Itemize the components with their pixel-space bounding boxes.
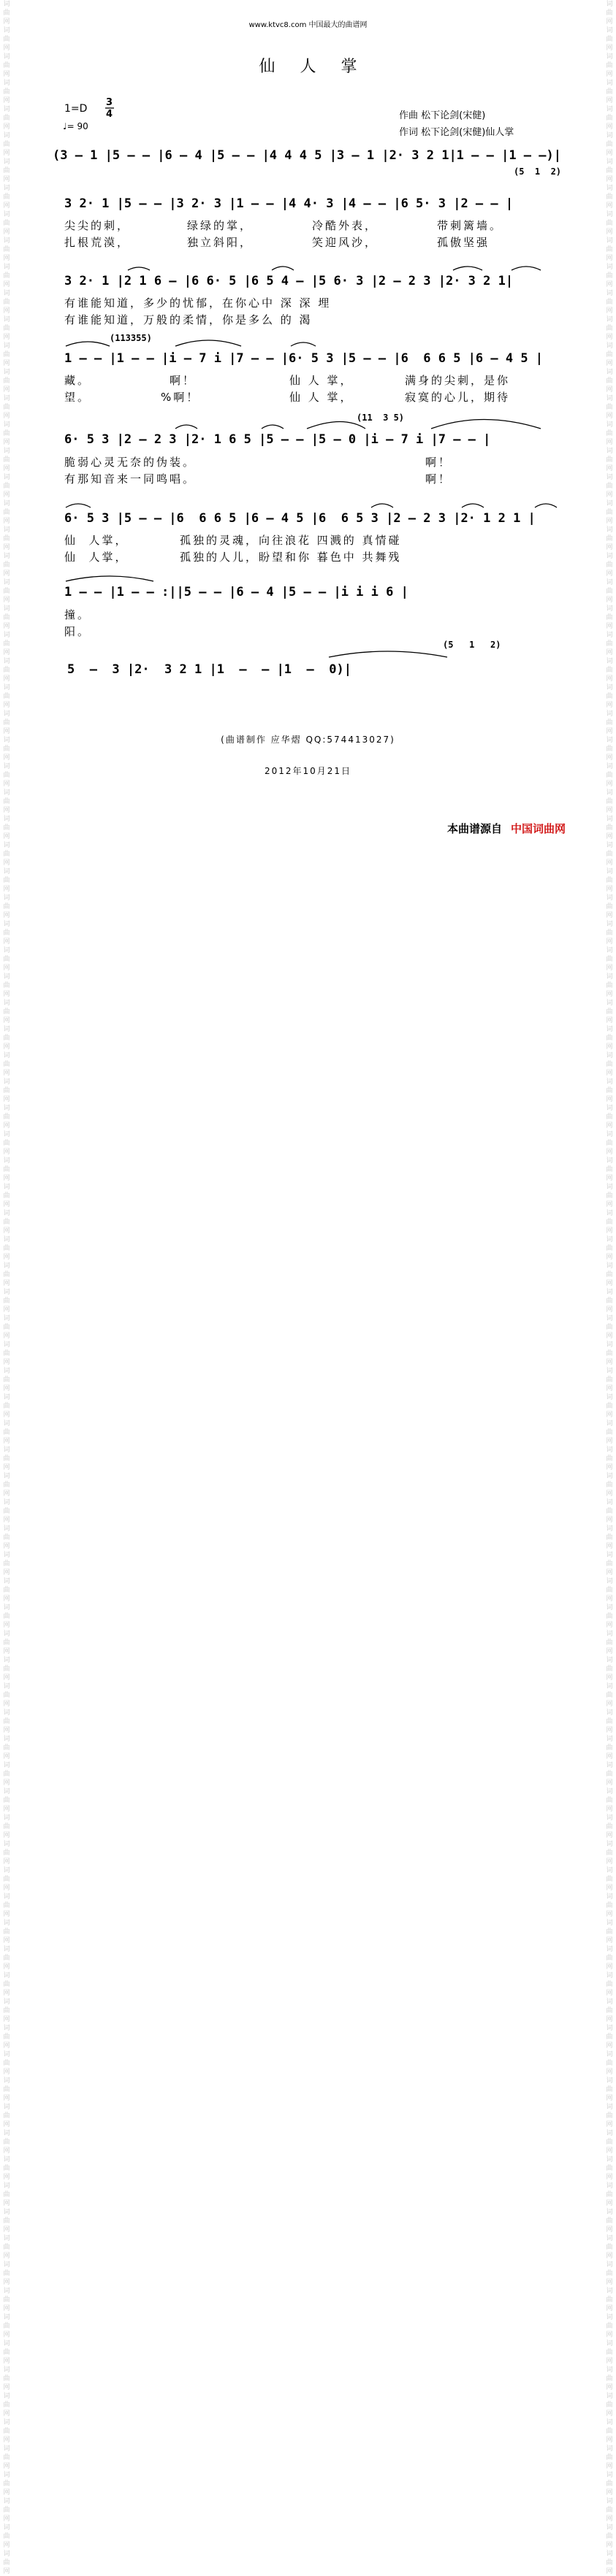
footer-credit: (曲谱制作 应华熠 QQ:574413027): [221, 735, 395, 745]
slur: [128, 267, 150, 270]
watermark-glyph: 词曲网: [606, 2182, 613, 2207]
slur: [175, 425, 197, 429]
source-site-link[interactable]: 中国词曲网: [511, 822, 566, 835]
watermark-glyph: 词曲网: [606, 1709, 613, 1734]
watermark-glyph: 词曲网: [3, 1341, 10, 1366]
watermark-glyph: 词曲网: [3, 1998, 10, 2023]
watermark-glyph: 词曲网: [3, 2209, 10, 2234]
watermark-glyph: 词曲网: [606, 1814, 613, 1839]
lyric-text: 有谁能知道，多少的忧郁，在你心中 深 深 埋: [64, 296, 332, 310]
watermark-glyph: 词曲网: [606, 2051, 613, 2076]
lyric-text: 有那知音来一同鸣唱。: [64, 472, 197, 486]
watermark-glyph: 词曲网: [606, 80, 613, 104]
watermark-glyph: 词曲网: [3, 1920, 10, 1944]
site-header[interactable]: www.ktvc8.com 中国最大的曲谱网: [248, 21, 368, 29]
watermark-glyph: 词曲网: [606, 185, 613, 210]
watermark-glyph: 词曲网: [3, 526, 10, 551]
lyric-text: 撞。: [64, 608, 91, 621]
watermark-glyph: 词曲网: [3, 448, 10, 472]
watermark-glyph: 词曲网: [3, 2104, 10, 2128]
watermark-glyph: 词曲网: [3, 1210, 10, 1235]
slur: [431, 420, 541, 429]
watermark-glyph: 词曲网: [3, 1052, 10, 1077]
lyric-text: 啊！: [425, 472, 452, 486]
watermark-glyph: 词曲网: [606, 2472, 613, 2496]
watermark-glyph: 词曲网: [3, 1078, 10, 1103]
watermark-glyph: 词曲网: [606, 1998, 613, 2023]
watermark-glyph: 词曲网: [606, 868, 613, 893]
watermark-glyph: 词曲网: [606, 1604, 613, 1629]
watermark-glyph: 词曲网: [3, 1525, 10, 1550]
watermark-glyph: 词曲网: [606, 211, 613, 236]
watermark-glyph: 词曲网: [3, 1709, 10, 1734]
watermark-glyph: 词曲网: [606, 789, 613, 814]
watermark-glyph: 词曲网: [606, 710, 613, 735]
watermark-glyph: 词曲网: [606, 1289, 613, 1314]
notation-text: (5 1 2): [443, 640, 501, 650]
watermark-glyph: 词曲网: [606, 132, 613, 157]
watermark-glyph: 词曲网: [606, 763, 613, 788]
watermark-glyph: 词曲网: [606, 1788, 613, 1813]
lyric-text: 望。: [64, 391, 91, 404]
watermark-glyph: 词曲网: [606, 1867, 613, 1892]
lyric-text: 仙 人掌，: [64, 534, 129, 547]
watermark-glyph: 词曲网: [3, 1105, 10, 1130]
source-label: 本曲谱源自: [447, 822, 503, 835]
watermark-glyph: 词曲网: [3, 1972, 10, 1997]
watermark-glyph: 词曲网: [3, 632, 10, 656]
watermark-glyph: 词曲网: [606, 842, 613, 867]
watermark-glyph: 词曲网: [606, 1157, 613, 1182]
watermark-glyph: 词曲网: [606, 1946, 613, 1971]
watermark-glyph: 词曲网: [3, 1236, 10, 1261]
lyric-text: 有谁能知道，万般的柔情，你是多么 的 渴: [64, 313, 313, 326]
watermark-glyph: 词曲网: [3, 237, 10, 262]
watermark-glyph: 词曲网: [3, 53, 10, 78]
watermark-glyph: 词曲网: [3, 2419, 10, 2444]
watermark-glyph: 词曲网: [3, 264, 10, 288]
watermark-glyph: 词曲网: [606, 1683, 613, 1708]
notation-text: 3 2· 1 |5 – – |3 2· 3 |1 – – |4 4· 3 |4 – – |6 5· 3 |2 – – |: [64, 196, 514, 211]
watermark-glyph: 词曲网: [3, 421, 10, 446]
watermark-glyph: 词曲网: [3, 842, 10, 867]
notation-text: 6· 5 3 |2 – 2 3 |2· 1 6 5 |5 – – |5 – 0 |i – 7 i |7 – – |: [64, 432, 491, 447]
tempo-marking: ♩= 90: [63, 121, 88, 131]
watermark-glyph: 词曲网: [3, 1867, 10, 1892]
lyric-text: 仙 人 掌，: [289, 374, 354, 387]
watermark-glyph: 词曲网: [606, 553, 613, 578]
watermark-glyph: 词曲网: [606, 53, 613, 78]
watermark-glyph: 词曲网: [606, 1131, 613, 1156]
composer-credit: 作曲 松下论剑(宋健): [399, 110, 486, 121]
watermark-glyph: 词曲网: [3, 1473, 10, 1498]
watermark-glyph: 词曲网: [3, 2025, 10, 2050]
watermark-glyph: 词曲网: [3, 1131, 10, 1156]
watermark-glyph: 词曲网: [606, 1394, 613, 1419]
watermark-glyph: 词曲网: [3, 1026, 10, 1051]
watermark-glyph: 词曲网: [606, 1078, 613, 1103]
slur: [66, 342, 110, 346]
watermark-glyph: 词曲网: [606, 2524, 613, 2549]
watermark-glyph: 词曲网: [606, 605, 613, 630]
lyric-text: 尖尖的刺，: [64, 219, 131, 232]
watermark-glyph: 词曲网: [3, 737, 10, 762]
footer-date: 2012年10月21日: [264, 766, 352, 776]
lyric-text: 藏。: [64, 374, 91, 387]
watermark-glyph: 词曲网: [3, 1446, 10, 1471]
watermark-glyph: 词曲网: [3, 1762, 10, 1787]
lyric-text: 扎根荒漠，: [64, 236, 131, 249]
watermark-glyph: 词曲网: [3, 1289, 10, 1314]
watermark-glyph: 词曲网: [606, 1972, 613, 1997]
time-signature-bottom: 4: [106, 109, 113, 120]
watermark-glyph: 词曲网: [3, 185, 10, 210]
slur: [66, 504, 91, 507]
watermark-glyph: 词曲网: [3, 2445, 10, 2470]
slur: [66, 576, 153, 581]
watermark-glyph: 词曲网: [606, 684, 613, 709]
watermark-glyph: 词曲网: [606, 2498, 613, 2523]
watermark-glyph: 词曲网: [3, 1368, 10, 1392]
watermark-glyph: 词曲网: [3, 710, 10, 735]
watermark-glyph: 词曲网: [3, 2498, 10, 2523]
watermark-glyph: 词曲网: [606, 2340, 613, 2365]
watermark-glyph: 词曲网: [3, 1499, 10, 1524]
slur: [175, 340, 241, 346]
watermark-glyph: 词曲网: [3, 1420, 10, 1445]
watermark-glyph: 词曲网: [3, 789, 10, 814]
watermark-glyph: 词曲网: [3, 1552, 10, 1576]
notation-text: 6· 5 3 |5 – – |6 6 6 5 |6 – 4 5 |6 6 5 3 |2 – 2 3 |2· 1 2 1 |: [64, 511, 536, 526]
watermark-glyph: 词曲网: [3, 500, 10, 525]
slur: [453, 267, 482, 270]
notation-text: (11 3 5): [357, 413, 405, 423]
watermark-glyph: 词曲网: [606, 369, 613, 394]
watermark-glyph: 词曲网: [3, 2340, 10, 2365]
watermark-glyph: 词曲网: [3, 1262, 10, 1287]
watermark-glyph: 词曲网: [606, 1657, 613, 1682]
watermark-glyph: 词曲网: [3, 1736, 10, 1760]
source-note: [447, 821, 566, 836]
watermark-glyph: 词曲网: [606, 2209, 613, 2234]
watermark-glyph: 词曲网: [3, 80, 10, 104]
watermark-glyph: 词曲网: [3, 658, 10, 683]
watermark-glyph: 词曲网: [3, 1394, 10, 1419]
watermark-glyph: 词曲网: [3, 2182, 10, 2207]
watermark-glyph: 词曲网: [606, 2156, 613, 2181]
watermark-glyph: 词曲网: [606, 2261, 613, 2286]
watermark-glyph: 词曲网: [3, 1000, 10, 1024]
watermark-glyph: 词曲网: [3, 763, 10, 788]
watermark-glyph: 词曲网: [3, 2314, 10, 2339]
watermark-glyph: 词曲网: [3, 1184, 10, 1208]
lyric-text: 阳。: [64, 625, 91, 638]
watermark-glyph: 词曲网: [3, 1, 10, 26]
watermark-glyph: 词曲网: [3, 1604, 10, 1629]
slur: [262, 425, 284, 429]
watermark-glyph: 词曲网: [606, 894, 613, 919]
watermark-glyph: 词曲网: [606, 2550, 613, 2575]
watermark-glyph: 词曲网: [3, 2261, 10, 2286]
watermark-glyph: 词曲网: [606, 474, 613, 499]
watermark-glyph: 词曲网: [3, 973, 10, 998]
lyric-text: 绿绿的掌，: [187, 219, 254, 232]
watermark-glyph: 词曲网: [606, 421, 613, 446]
lyric-text: 满身的尖刺，是你: [405, 374, 511, 387]
key-signature: 1=D: [64, 103, 88, 115]
watermark-glyph: 词曲网: [606, 1026, 613, 1051]
watermark-glyph: 词曲网: [606, 290, 613, 315]
watermark-glyph: 词曲网: [606, 2419, 613, 2444]
lyric-text: 带刺篱墙。: [437, 219, 503, 232]
score-marks: [0, 0, 616, 856]
watermark-glyph: 词曲网: [3, 1893, 10, 1918]
watermark-glyph: 词曲网: [606, 395, 613, 420]
watermark-glyph: 词曲网: [3, 474, 10, 499]
watermark-glyph: 词曲网: [606, 27, 613, 52]
watermark-glyph: 词曲网: [606, 526, 613, 551]
watermark-glyph: 词曲网: [606, 2314, 613, 2339]
watermark-glyph: 词曲网: [606, 2130, 613, 2155]
watermark-glyph: 词曲网: [606, 1368, 613, 1392]
slur: [371, 504, 393, 507]
slur: [535, 504, 557, 507]
watermark-glyph: 词曲网: [606, 342, 613, 367]
time-signature-top: 3: [106, 97, 113, 108]
watermark-glyph: 词曲网: [606, 1630, 613, 1655]
slur: [512, 267, 541, 270]
watermark-glyph: 词曲网: [606, 1552, 613, 1576]
watermark-glyph: 词曲网: [606, 1893, 613, 1918]
watermark-glyph: 词曲网: [606, 1762, 613, 1787]
watermark-glyph: 词曲网: [3, 1578, 10, 1603]
watermark-glyph: 词曲网: [606, 2104, 613, 2128]
watermark-glyph: 词曲网: [3, 395, 10, 420]
slur: [307, 422, 365, 429]
watermark-glyph: 词曲网: [3, 2472, 10, 2496]
watermark-glyph: 词曲网: [606, 2077, 613, 2102]
slur: [462, 504, 484, 507]
watermark-glyph: 词曲网: [606, 1578, 613, 1603]
lyric-text: 脆弱心灵无奈的伪装。: [64, 456, 197, 469]
notation-text: (113355): [110, 333, 152, 343]
watermark-glyph: 词曲网: [3, 2235, 10, 2260]
watermark-glyph: 词曲网: [3, 868, 10, 893]
lyric-text: 孤傲坚强: [437, 236, 490, 249]
watermark-glyph: 词曲网: [3, 27, 10, 52]
watermark-glyph: 词曲网: [606, 2288, 613, 2312]
watermark-glyph: 词曲网: [3, 369, 10, 394]
watermark-glyph: 词曲网: [606, 2235, 613, 2260]
watermark-glyph: 词曲网: [606, 1052, 613, 1077]
watermark-glyph: 词曲网: [606, 1499, 613, 1524]
watermark-glyph: 词曲网: [606, 1841, 613, 1866]
watermark-glyph: 词曲网: [3, 2156, 10, 2181]
watermark-glyph: 词曲网: [606, 632, 613, 656]
watermark-glyph: 词曲网: [606, 1341, 613, 1366]
lyric-text: 仙 人 掌，: [289, 391, 354, 404]
lyric-text: 仙 人掌，: [64, 551, 129, 564]
watermark-glyph: 词曲网: [606, 1525, 613, 1550]
watermark-glyph: 词曲网: [3, 2051, 10, 2076]
watermark-glyph: 词曲网: [3, 2130, 10, 2155]
notation-text: 1 – – |1 – – |i – 7 i |7 – – |6· 5 3 |5 – – |6 6 6 5 |6 – 4 5 |: [64, 351, 544, 366]
lyric-text: 啊！: [425, 456, 452, 469]
watermark-glyph: 词曲网: [606, 2445, 613, 2470]
notation-text: (3 – 1 |5 – – |6 – 4 |5 – – |4 4 4 5 |3 – 1 |2· 3 2 1|1 – – |1 – –)|: [53, 148, 561, 163]
watermark-glyph: 词曲网: [3, 1315, 10, 1340]
watermark-glyph: 词曲网: [3, 2077, 10, 2102]
watermark-glyph: 词曲网: [3, 947, 10, 972]
lyric-text: 冷酷外表，: [312, 219, 379, 232]
lyric-text: 独立斜阳，: [187, 236, 254, 249]
watermark-glyph: 词曲网: [606, 2393, 613, 2418]
watermark-glyph: 词曲网: [606, 1184, 613, 1208]
watermark-glyph: 词曲网: [3, 2366, 10, 2391]
watermark-glyph: 词曲网: [606, 106, 613, 131]
notation-text: 5 – 3 |2· 3 2 1 |1 – – |1 – 0)|: [67, 662, 351, 677]
watermark-glyph: 词曲网: [3, 2524, 10, 2549]
watermark-glyph: 词曲网: [606, 1473, 613, 1498]
watermark-glyph: 词曲网: [3, 894, 10, 919]
watermark-glyph: 词曲网: [606, 921, 613, 946]
notation-text: 1 – – |1 – – :||5 – – |6 – 4 |5 – – |i i i 6 |: [64, 585, 408, 599]
watermark-glyph: 词曲网: [3, 1788, 10, 1813]
watermark-glyph: 词曲网: [606, 237, 613, 262]
watermark-glyph: 词曲网: [3, 316, 10, 341]
lyric-text: 孤独的灵魂，向往浪花 四溅的 真情碰: [180, 534, 402, 547]
watermark-glyph: 词曲网: [606, 264, 613, 288]
watermark-glyph: 词曲网: [3, 921, 10, 946]
watermark-glyph: 词曲网: [3, 158, 10, 183]
watermark-glyph: 词曲网: [3, 1946, 10, 1971]
watermark-glyph: 词曲网: [3, 2393, 10, 2418]
notation-text: (5 1 2): [514, 166, 562, 177]
watermark-glyph: 词曲网: [3, 2550, 10, 2575]
watermark-glyph: 词曲网: [606, 500, 613, 525]
slur: [291, 342, 316, 346]
watermark-glyph: 词曲网: [606, 947, 613, 972]
watermark-glyph: 词曲网: [606, 2366, 613, 2391]
lyric-text: 笑迎风沙，: [312, 236, 379, 249]
watermark-glyph: 词曲网: [606, 973, 613, 998]
watermark-glyph: 词曲网: [3, 579, 10, 604]
watermark-glyph: 词曲网: [3, 1630, 10, 1655]
watermark-glyph: 词曲网: [606, 316, 613, 341]
watermark-glyph: 词曲网: [3, 211, 10, 236]
watermark-glyph: 词曲网: [3, 684, 10, 709]
watermark-glyph: 词曲网: [606, 1262, 613, 1287]
watermark-glyph: 词曲网: [3, 605, 10, 630]
watermark-glyph: 词曲网: [3, 132, 10, 157]
watermark-glyph: 词曲网: [3, 342, 10, 367]
watermark-glyph: 词曲网: [606, 579, 613, 604]
watermark-glyph: 词曲网: [606, 1920, 613, 1944]
slur: [329, 651, 447, 657]
watermark-glyph: 词曲网: [606, 158, 613, 183]
watermark-glyph: 词曲网: [606, 1315, 613, 1340]
lyric-text: %啊！: [161, 391, 200, 404]
watermark-glyph: 词曲网: [606, 816, 613, 840]
watermark-glyph: 词曲网: [606, 737, 613, 762]
watermark-glyph: 词曲网: [3, 1814, 10, 1839]
notation-text: 3 2· 1 |2 1 6 – |6 6· 5 |6 5 4 – |5 6· 3 |2 – 2 3 |2· 3 2 1|: [64, 274, 514, 288]
lyric-text: 啊！: [170, 374, 197, 387]
watermark-glyph: 词曲网: [3, 1157, 10, 1182]
watermark-glyph: 词曲网: [606, 1, 613, 26]
watermark-glyph: 词曲网: [606, 1210, 613, 1235]
watermark-glyph: 词曲网: [3, 2288, 10, 2312]
lyricist-credit: 作词 松下论剑(宋健)仙人掌: [399, 127, 514, 138]
watermark-glyph: 词曲网: [606, 2025, 613, 2050]
watermark-glyph: 词曲网: [606, 1236, 613, 1261]
watermark-glyph: 词曲网: [606, 1736, 613, 1760]
watermark-glyph: 词曲网: [3, 1657, 10, 1682]
watermark-glyph: 词曲网: [606, 658, 613, 683]
slur: [272, 267, 294, 270]
song-title: 仙人掌: [259, 58, 382, 76]
lyric-text: 寂寞的心儿，期待: [405, 391, 511, 404]
watermark-glyph: 词曲网: [606, 1105, 613, 1130]
watermark-glyph: 词曲网: [3, 290, 10, 315]
watermark-glyph: 词曲网: [3, 553, 10, 578]
watermark-glyph: 词曲网: [3, 1841, 10, 1866]
lyric-text: 孤独的人儿，盼望和你 暮色中 共舞残: [180, 551, 402, 564]
watermark-glyph: 词曲网: [606, 1000, 613, 1024]
watermark-glyph: 词曲网: [3, 816, 10, 840]
watermark-glyph: 词曲网: [606, 1420, 613, 1445]
watermark-glyph: 词曲网: [606, 448, 613, 472]
watermark-glyph: 词曲网: [606, 1446, 613, 1471]
watermark-glyph: 词曲网: [3, 106, 10, 131]
watermark-glyph: 词曲网: [3, 1683, 10, 1708]
